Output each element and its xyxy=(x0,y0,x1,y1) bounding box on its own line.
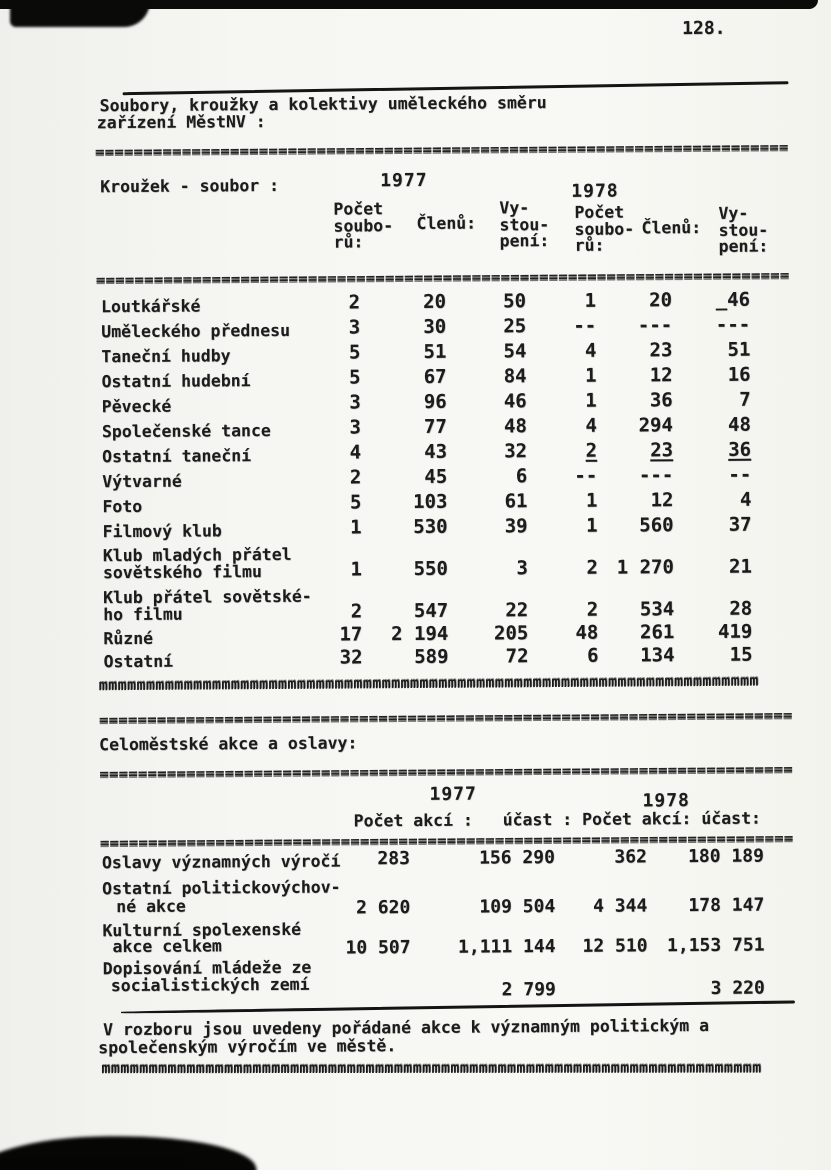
cell-value: 4 344 xyxy=(592,895,648,917)
page-number: 128. xyxy=(682,17,726,40)
cell-value: 72 xyxy=(505,645,529,668)
cell-value: 6 xyxy=(515,465,528,488)
cell-value: 84 xyxy=(503,365,527,388)
cell-value: 261 xyxy=(639,621,675,644)
cell-value: 21 xyxy=(728,555,752,578)
cell-value: 12 xyxy=(650,489,674,512)
cell-value: 560 xyxy=(639,514,674,537)
cell-value: 37 xyxy=(728,513,752,536)
cell-value: 77 xyxy=(423,415,447,438)
cell-value: 30 xyxy=(423,315,447,338)
separator-equals: ======================================================================== xyxy=(99,760,793,782)
cell-value: 20 xyxy=(649,289,673,312)
row-label: Filmový klub xyxy=(102,521,222,542)
cell-value: 1 xyxy=(585,364,597,387)
scan-top-left-corner-shadow xyxy=(10,0,150,27)
table1-column-header-pocet-souboru-1978: Počet soubo- rů: xyxy=(574,202,635,255)
cell-value: 3 220 xyxy=(710,977,765,999)
cell-value: 36 xyxy=(728,438,752,461)
bottom-rule xyxy=(121,1000,795,1014)
cell-value: 51 xyxy=(727,338,751,361)
cell-value: 17 xyxy=(339,623,363,646)
cell-value: -- xyxy=(728,463,752,486)
table2-column-header-line: Počet akcí : účast : Počet akcí: účast: xyxy=(353,808,761,831)
row-label: akce celkem xyxy=(112,936,222,957)
cell-value: 2 194 xyxy=(391,622,449,646)
table1-column-header-vystoupeni-1977: Vy- stou- pení: xyxy=(499,198,550,251)
separator-equals: ======================================================================== xyxy=(98,706,793,728)
cell-value: 96 xyxy=(423,390,447,413)
table2-caption: Celoměstské akce a oslavy: xyxy=(99,733,358,755)
cell-value: 32 xyxy=(339,646,363,669)
separator-m-line: mmmmmmmmmmmmmmmmmmmmmmmmmmmmmmmmmmmmmmmmmmmmmmmmmmmmmmmmmmmmmmmmmmmmmm xyxy=(98,671,759,695)
cell-value: 589 xyxy=(414,645,449,669)
cell-value: 1 xyxy=(585,489,598,512)
cell-value: 156 290 xyxy=(478,847,555,869)
cell-value: 3 xyxy=(349,416,361,439)
cell-value: 1,111 144 xyxy=(457,936,556,958)
cell-value: 1 xyxy=(585,389,597,412)
row-label: Uměleckého přednesu xyxy=(101,320,291,342)
cell-value: 4 xyxy=(584,339,597,362)
document-title-line2: zařízení MěstNV : xyxy=(96,112,266,133)
separator-m-line: mmmmmmmmmmmmmmmmmmmmmmmmmmmmmmmmmmmmmmmmmmmmmmmmmmmmmmmmmmmmmmmmmmmmmm xyxy=(101,1058,762,1078)
cell-value: 20 xyxy=(423,290,447,313)
row-label: Kulturní spolexenské xyxy=(102,919,302,941)
cell-value: 39 xyxy=(504,515,528,538)
cell-value: 5 xyxy=(349,366,361,389)
cell-value: 32 xyxy=(504,440,528,463)
table1-column-header-clenu-1978: Členů: xyxy=(641,217,702,238)
cell-value: 50 xyxy=(503,290,527,313)
row-label: Ostatní politickovýchov- xyxy=(102,877,341,899)
table1-caption: Kroužek - soubor : xyxy=(100,175,280,197)
cell-value: 12 xyxy=(649,364,673,387)
separator-equals: ======================================================================== xyxy=(95,266,790,288)
cell-value: 43 xyxy=(424,440,448,463)
row-label: Různé xyxy=(103,628,154,649)
cell-value: 1 xyxy=(350,516,362,539)
cell-value: 2 xyxy=(349,466,362,489)
cell-value: 2 xyxy=(585,439,598,462)
cell-value: 530 xyxy=(413,515,448,539)
cell-value: 178 147 xyxy=(688,894,765,917)
cell-value: 46 xyxy=(503,390,527,413)
cell-value: 550 xyxy=(413,557,448,581)
cell-value: 1 xyxy=(586,514,598,537)
cell-value: --- xyxy=(638,464,674,487)
cell-value: 48 xyxy=(575,621,599,644)
row-label: Loutkářské xyxy=(100,296,201,317)
cell-value: 15 xyxy=(729,643,753,666)
cell-value: 61 xyxy=(504,490,528,513)
cell-value: 205 xyxy=(493,622,529,645)
cell-value: 16 xyxy=(727,363,751,386)
row-label: Ostatní hudební xyxy=(101,371,251,392)
footer-note-line2: společenským výročím ve městě. xyxy=(98,1036,397,1058)
row-label: socialistických zemí xyxy=(110,974,310,996)
cell-value: 5 xyxy=(348,341,361,364)
cell-value: 2 xyxy=(350,600,363,623)
cell-value: 48 xyxy=(727,413,751,436)
cell-value: 4 xyxy=(585,414,597,437)
cell-value: 36 xyxy=(649,389,673,412)
cell-value: 2 620 xyxy=(355,897,411,919)
cell-value: 4 xyxy=(739,488,752,511)
row-label: Společenské tance xyxy=(101,421,271,442)
row-label: ho filmu xyxy=(103,604,183,625)
row-label: né akce xyxy=(116,896,186,917)
table1-column-header-clenu-1977: Členů: xyxy=(416,213,477,233)
table1-year-1978: 1978 xyxy=(571,180,619,202)
cell-value: 547 xyxy=(413,599,449,623)
cell-value: 2 xyxy=(348,291,361,314)
cell-value: 3 xyxy=(516,557,528,580)
cell-value: 2 799 xyxy=(501,979,556,1001)
separator-equals: ======================================================================== xyxy=(94,138,789,160)
cell-value: --- xyxy=(715,313,751,336)
cell-value: 22 xyxy=(505,599,529,622)
cell-value: 419 xyxy=(717,620,753,643)
table1-year-1977: 1977 xyxy=(380,169,428,192)
cell-value: 180 189 xyxy=(687,845,764,868)
row-label: Ostatní taneční xyxy=(102,446,252,467)
cell-value: 283 xyxy=(377,848,410,870)
cell-value: 103 xyxy=(413,490,448,514)
cell-value: 3 xyxy=(349,391,361,414)
cell-value: 23 xyxy=(649,339,673,362)
cell-value: 134 xyxy=(640,644,675,667)
cell-value: 10 507 xyxy=(345,937,411,959)
cell-value: 51 xyxy=(423,340,447,363)
cell-value: --- xyxy=(637,314,673,337)
cell-value: 7 xyxy=(739,388,751,411)
cell-value: 3 xyxy=(348,316,361,339)
row-label: Dopisování mládeže ze xyxy=(102,957,312,979)
cell-value: 28 xyxy=(729,597,753,620)
separator-equals: ======================================================================== xyxy=(99,829,794,851)
cell-value: 25 xyxy=(503,315,527,338)
row-label: Ostatní xyxy=(103,651,174,672)
cell-value: 48 xyxy=(503,415,527,438)
table1-column-header-vystoupeni-1978: Vy- stou- pení: xyxy=(718,203,769,256)
cell-value: 1 270 xyxy=(616,556,674,579)
cell-value: 5 xyxy=(349,491,362,514)
table1-column-header-pocet-souboru-1977: Počet soubo- rů: xyxy=(333,199,394,252)
table2-year-1977: 1977 xyxy=(429,783,477,805)
cell-value: -- xyxy=(573,314,597,337)
cell-value: 1 xyxy=(350,558,362,581)
row-label: Výtvarné xyxy=(102,471,182,492)
cell-value: 109 504 xyxy=(479,896,556,918)
cell-value: 54 xyxy=(503,340,527,363)
binding-bottom-edge-shadow xyxy=(0,1158,185,1170)
cell-value: 45 xyxy=(424,465,448,488)
row-label: sovětského filmu xyxy=(102,562,262,583)
cell-value: 1 xyxy=(584,289,597,312)
cell-value: 2 xyxy=(586,598,599,621)
row-label: Oslavy významných výročí xyxy=(101,851,341,873)
cell-value: 1,153 751 xyxy=(666,934,765,957)
cell-value: 4 xyxy=(349,441,362,464)
cell-value: 12 510 xyxy=(582,935,648,957)
cell-value: 23 xyxy=(650,439,674,462)
row-label: Pěvecké xyxy=(101,396,172,417)
row-label: Klub mladých přátel xyxy=(102,544,292,566)
book-binding-shadow xyxy=(0,0,128,1170)
cell-value: 6 xyxy=(586,644,599,667)
cell-value: 534 xyxy=(639,598,675,621)
cell-value: 2 xyxy=(586,556,598,579)
document-title-line1: Soubory, kroužky a kolektivy uměleckého směru xyxy=(99,93,547,116)
cell-value: 362 xyxy=(614,846,647,868)
row-label: Klub přátel sovětské- xyxy=(103,586,312,608)
row-label: Taneční hudby xyxy=(101,346,231,367)
cell-value: -- xyxy=(574,464,598,487)
row-label: Foto xyxy=(102,496,143,517)
cell-value: 294 xyxy=(638,414,673,437)
footer-note-line1: V rozboru jsou uvedeny pořádané akce k významným politickým a xyxy=(103,1015,710,1040)
table2-year-1978: 1978 xyxy=(642,790,690,812)
cell-value: _46 xyxy=(715,288,751,311)
cell-value: 67 xyxy=(423,365,447,388)
